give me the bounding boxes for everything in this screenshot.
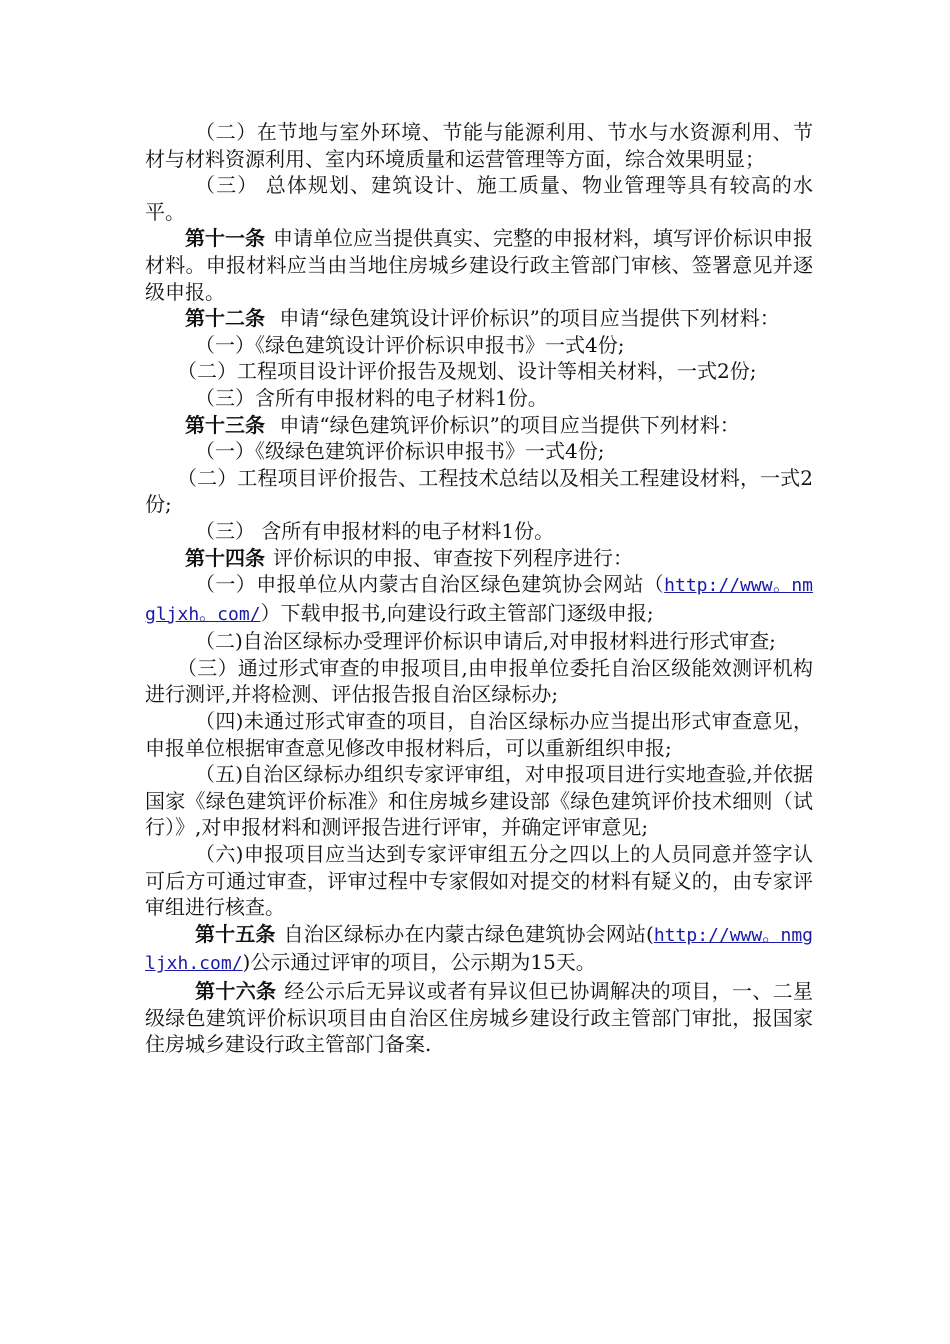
paragraph: （二）工程项目设计评价报告及规划、设计等相关材料，一式2份; bbox=[177, 359, 757, 384]
paragraph: （一）《绿色建筑设计评价标识申报书》一式4份; bbox=[195, 332, 625, 357]
article-label: 第十二条 bbox=[185, 306, 265, 331]
paragraph: （一）《级绿色建筑评价标识申报书》一式4份; bbox=[195, 439, 605, 464]
website-link[interactable]: http://www。nmgljxh。com/ bbox=[145, 575, 814, 625]
article-11: 第十一条 申请单位应当提供真实、完整的申报材料，填写评价标识申报材料。申报材料应当由当地住房城乡建设行政主管部门审核、签署意见并逐级申报。 bbox=[145, 226, 813, 304]
procedure-step-6: （六)申报项目应当达到专家评审组五分之四以上的人员同意并签字认可后方可通过审查，评审过程中专家假如对提交的材料有疑义的，由专家评审组进行核查。 bbox=[145, 842, 813, 920]
article-label: 第十四条 bbox=[185, 545, 265, 570]
procedure-step-2: （二)自治区绿标办受理评价标识申请后,对申报材料进行形式审查; bbox=[195, 629, 776, 654]
article-12: 第十二条 申请“绿色建筑设计评价标识”的项目应当提供下列材料： bbox=[185, 306, 780, 331]
article-16: 第十六条 经公示后无异议或者有异议但已协调解决的项目，一、二星级绿色建筑评价标识项目由自治区住房城乡建设行政主管部门审批，报国家住房城乡建设行政主管部门备案. bbox=[145, 979, 814, 1057]
article-label: 第十三条 bbox=[185, 412, 265, 437]
procedure-step-3: （三）通过形式审查的申报项目,由申报单位委托自治区级能效测评机构进行测评,并将检测、评估报告报自治区绿标办; bbox=[145, 655, 813, 707]
website-link[interactable]: http://www。nmgljxh.com/ bbox=[145, 924, 813, 975]
article-label: 第十六条 bbox=[195, 979, 277, 1003]
document-body bbox=[145, 119, 813, 1058]
paragraph: （三） 含所有申报材料的电子材料1份。 bbox=[195, 518, 555, 543]
paragraph: （二）在节地与室外环境、节能与能源利用、节水与水资源利用、节材与材料资源利用、室内环境质量和运营管理等方面，综合效果明显； bbox=[145, 120, 813, 171]
procedure-step-1: （一）申报单位从内蒙古自治区绿色建筑协会网站（http://www。nmgljxh。com/）下载申报书,向建设行政主管部门逐级申报; bbox=[145, 572, 814, 625]
article-15: 第十五条 自治区绿标办在内蒙古绿色建筑协会网站(http://www。nmgljxh.com/)公示通过评审的项目，公示期为15天。 bbox=[145, 921, 813, 975]
procedure-step-4: （四)未通过形式审查的项目，自治区绿标办应当提出形式审查意见，申报单位根据审查意见修改申报材料后，可以重新组织申报; bbox=[145, 709, 813, 760]
article-label: 第十五条 bbox=[195, 921, 276, 946]
procedure-step-5: （五)自治区绿标办组织专家评审组，对申报项目进行实地查验,并依据国家《绿色建筑评价标准》和住房城乡建设部《绿色建筑评价技术细则（试行）》,对申报材料和测评报告进行评审，并确定评审意见; bbox=[145, 762, 813, 840]
paragraph: （二）工程项目评价报告、工程技术总结以及相关工程建设材料，一式2份; bbox=[145, 465, 813, 517]
article-14: 第十四条 评价标识的申报、审查按下列程序进行： bbox=[185, 545, 633, 570]
paragraph: （三） 总体规划、建筑设计、施工质量、物业管理等具有较高的水平。 bbox=[145, 173, 813, 224]
paragraph: （三）含所有申报材料的电子材料1份。 bbox=[195, 385, 548, 410]
article-13: 第十三条 申请“绿色建筑评价标识”的项目应当提供下列材料： bbox=[185, 412, 740, 437]
article-label: 第十一条 bbox=[185, 226, 265, 251]
